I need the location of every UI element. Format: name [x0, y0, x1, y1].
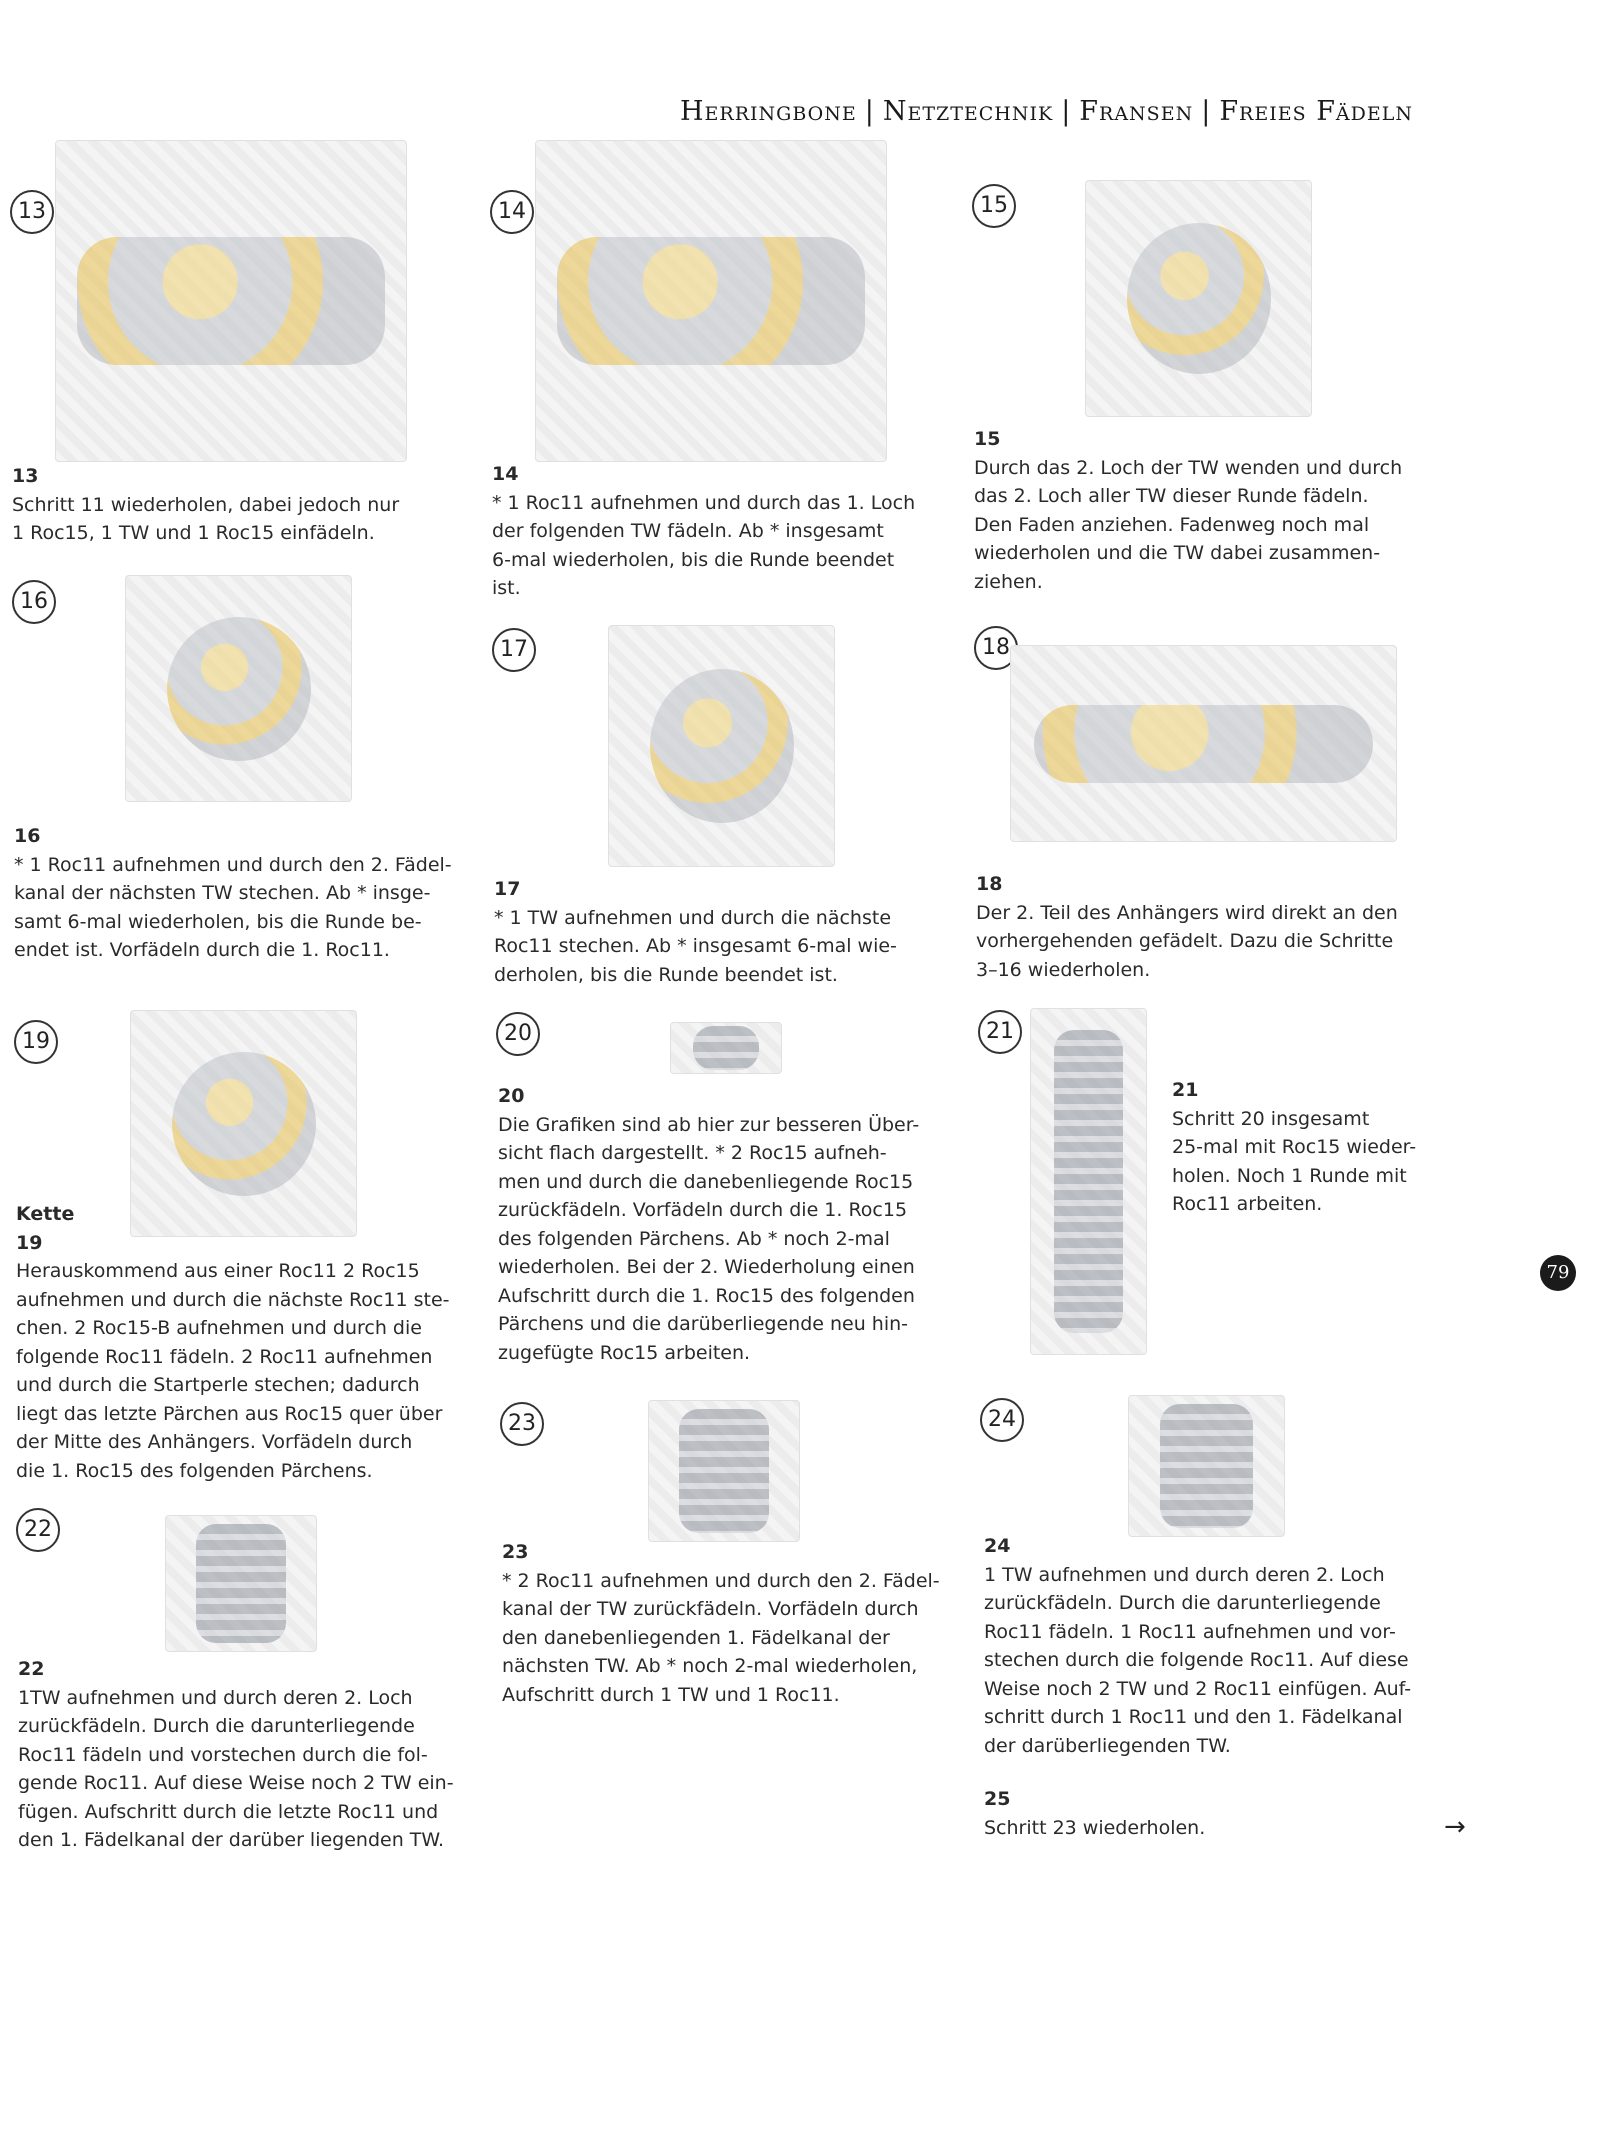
step-16 — [14, 822, 474, 965]
step-20-number: 20 — [498, 1085, 525, 1107]
step-21 — [1172, 1076, 1472, 1219]
page-header — [680, 96, 1440, 136]
step-14 — [492, 460, 962, 603]
step-23-illustration — [648, 1400, 800, 1542]
next-page-arrow-icon: → — [1444, 1812, 1466, 1842]
header-item-herringbone: Herringbone — [680, 96, 857, 127]
step-14-illustration — [535, 140, 887, 462]
step-24 — [984, 1532, 1464, 1760]
step-15 — [974, 425, 1454, 596]
step-13-text: Schritt 11 wiederholen, dabei jedoch nur 1 Roc15, 1 TW und 1 Roc15 einfädeln. — [12, 493, 400, 544]
step-18-number: 18 — [976, 873, 1003, 895]
step-24-number: 24 — [984, 1535, 1011, 1557]
step-13-number: 13 — [12, 465, 39, 487]
step-21-circle: 21 — [978, 1010, 1022, 1054]
step-19 — [16, 1200, 476, 1485]
page-number-badge: 79 — [1540, 1255, 1576, 1291]
step-22-number: 22 — [18, 1658, 45, 1680]
header-separator: | — [1061, 96, 1072, 127]
step-18-text: Der 2. Teil des Anhängers wird direkt an den vorhergehenden gefädelt. Dazu die Schritte 3–16 wiederholen. — [976, 901, 1398, 981]
step-23-number: 23 — [502, 1541, 529, 1563]
step-17-circle: 17 — [492, 628, 536, 672]
step-18-illustration — [1010, 645, 1397, 842]
step-24-illustration — [1128, 1395, 1285, 1537]
step-16-illustration — [125, 575, 352, 802]
step-18 — [976, 870, 1456, 984]
step-14-circle: 14 — [490, 190, 534, 234]
header-separator: | — [1201, 96, 1212, 127]
step-17-illustration — [608, 625, 835, 867]
header-item-freies-faedeln: Freies Fädeln — [1219, 96, 1413, 127]
step-23 — [502, 1538, 972, 1709]
header-item-netztechnik: Netztechnik — [882, 96, 1054, 127]
step-22-illustration — [165, 1515, 317, 1652]
step-13-illustration — [55, 140, 407, 462]
step-14-text: * 1 Roc11 aufnehmen und durch das 1. Loch der folgenden TW fädeln. Ab * insgesamt 6-mal wiederholen, bis die Runde beendet ist. — [492, 491, 916, 599]
step-20-text: Die Grafiken sind ab hier zur besseren Über- sicht flach dargestellt. * 2 Roc15 aufneh- men und durch die danebenliegende Roc15 zurückfädeln. Vorfädeln durch die 1. Roc15 des folgenden Pärchens. Ab * noch 2-mal wiederholen. Bei der 2. Wiederholung einen Aufschritt durch die 1. Roc15 des folgenden Pärchens und die darüberliegende neu hin- zugefügte Roc15 arbeiten. — [498, 1113, 920, 1364]
step-23-circle: 23 — [500, 1402, 544, 1446]
step-24-circle: 24 — [980, 1398, 1024, 1442]
step-20-illustration — [670, 1022, 782, 1074]
step-19-number: 19 — [16, 1231, 43, 1254]
step-25-text: Schritt 23 wiederholen. — [984, 1816, 1206, 1839]
step-25 — [984, 1785, 1464, 1842]
step-25-number: 25 — [984, 1788, 1011, 1810]
step-13 — [12, 462, 472, 548]
step-20-circle: 20 — [496, 1012, 540, 1056]
step-22-text: 1TW aufnehmen und durch deren 2. Loch zurückfädeln. Durch die darunterliegende Roc11 fädeln und vorstechen durch die fol- gende Roc11. Auf diese Weise noch 2 TW ein- fügen. Aufschritt durch die letzte Roc11 und den 1. Fädelkanal der darüber liegenden TW. — [18, 1686, 454, 1851]
step-22 — [18, 1655, 478, 1855]
step-15-text: Durch das 2. Loch der TW wenden und durch das 2. Loch aller TW dieser Runde fädeln. Den Faden anziehen. Fadenweg noch mal wiederholen und die TW dabei zusammen- ziehen. — [974, 456, 1403, 593]
step-17-text: * 1 TW aufnehmen und durch die nächste Roc11 stechen. Ab * insgesamt 6-mal wie- derholen, bis die Runde beendet ist. — [494, 906, 897, 986]
header-item-fransen: Fransen — [1079, 96, 1194, 127]
step-20 — [498, 1082, 968, 1367]
step-16-circle: 16 — [12, 580, 56, 624]
step-21-text: Schritt 20 insgesamt 25-mal mit Roc15 wieder- holen. Noch 1 Runde mit Roc11 arbeiten. — [1172, 1107, 1417, 1215]
header-separator: | — [864, 96, 875, 127]
step-14-number: 14 — [492, 463, 519, 485]
step-21-number: 21 — [1172, 1079, 1199, 1101]
step-21-illustration — [1030, 1008, 1147, 1355]
step-18-circle: 18 — [974, 626, 1018, 670]
step-24-text: 1 TW aufnehmen und durch deren 2. Loch zurückfädeln. Durch die darunterliegende Roc11 fädeln. 1 Roc11 aufnehmen und vor- stechen durch die folgende Roc11. Auf diese Weise noch 2 TW und 2 Roc11 einfügen. Auf- schritt durch 1 Roc11 und den 1. Fädelkanal der darüberliegenden TW. — [984, 1563, 1412, 1757]
step-17-number: 17 — [494, 878, 521, 900]
step-16-number: 16 — [14, 825, 41, 847]
step-23-text: * 2 Roc11 aufnehmen und durch den 2. Fädel- kanal der TW zurückfädeln. Vorfädeln durch den danebenliegenden 1. Fädelkanal der nächsten TW. Ab * noch 2-mal wiederholen, Aufschritt durch 1 TW und 1 Roc11. — [502, 1569, 940, 1706]
step-19-circle: 19 — [14, 1020, 58, 1064]
step-15-number: 15 — [974, 428, 1001, 450]
section-title-kette: Kette — [16, 1203, 75, 1225]
step-16-text: * 1 Roc11 aufnehmen und durch den 2. Fädel- kanal der nächsten TW stechen. Ab * insge- samt 6-mal wiederholen, bis die Runde be- endet ist. Vorfädeln durch die 1. Roc11. — [14, 853, 452, 961]
step-19-text: Herauskommend aus einer Roc11 2 Roc15 aufnehmen und durch die nächste Roc11 ste- chen. 2 Roc15-B aufnehmen und durch die folgende Roc11 fädeln. 2 Roc11 aufnehmen und durch die Startperle stechen; dadurch liegt das letzte Pärchen aus Roc15 quer über der Mitte des Anhängers. Vorfädeln durch die 1. Roc15 des folgenden Pärchens. — [16, 1260, 450, 1482]
step-13-circle: 13 — [10, 190, 54, 234]
step-15-illustration — [1085, 180, 1312, 417]
step-17 — [494, 875, 964, 989]
step-22-circle: 22 — [16, 1508, 60, 1552]
step-15-circle: 15 — [972, 184, 1016, 228]
